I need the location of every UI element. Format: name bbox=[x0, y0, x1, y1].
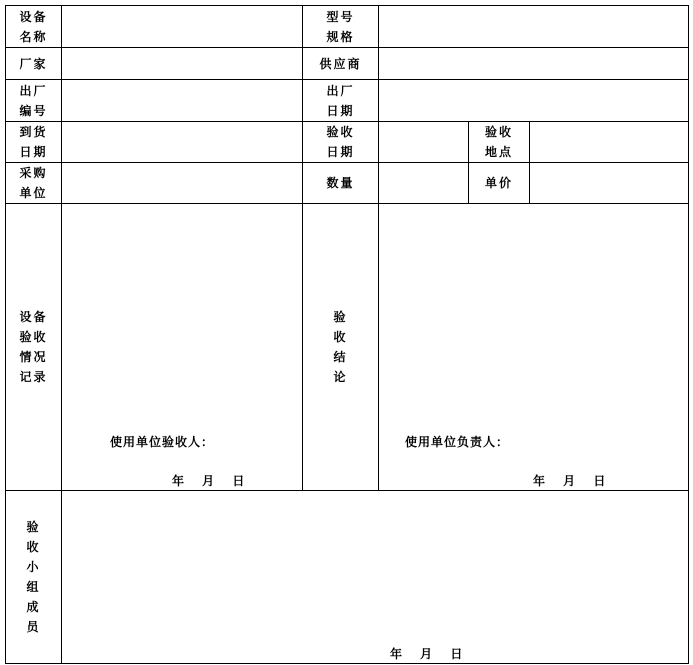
acceptance-conclusion-label: 验 收 结 论 bbox=[303, 204, 379, 491]
acceptance-record-date: 年 月 日 bbox=[172, 474, 247, 488]
row-serial bbox=[6, 80, 689, 122]
device-name-label: 设备名称 bbox=[6, 6, 62, 48]
user-unit-manager-label: 使用单位负责人： bbox=[405, 435, 510, 449]
factory-date-label: 出厂日期 bbox=[303, 80, 379, 122]
supplier-field[interactable] bbox=[379, 48, 689, 80]
purchasing-unit-label: 采购单位 bbox=[6, 163, 62, 204]
manufacturer-label: 厂家 bbox=[6, 48, 62, 80]
acceptance-place-field[interactable] bbox=[530, 122, 689, 163]
acceptance-record-label: 设备验收情况记录 bbox=[6, 204, 62, 491]
acceptance-date-label: 验收日期 bbox=[303, 122, 379, 163]
model-spec-label: 型号 规格 bbox=[303, 6, 379, 48]
acceptance-table bbox=[5, 5, 689, 664]
supplier-label: 供应商 bbox=[303, 48, 379, 80]
unit-price-field[interactable] bbox=[530, 163, 689, 204]
row-device-name bbox=[6, 6, 689, 48]
quantity-label: 数量 bbox=[303, 163, 379, 204]
unit-price-label: 单价 bbox=[469, 163, 530, 204]
serial-no-field[interactable] bbox=[62, 80, 303, 122]
manufacturer-field[interactable] bbox=[62, 48, 303, 80]
committee-date: 年 月 日 bbox=[390, 647, 465, 661]
device-name-field[interactable] bbox=[62, 6, 303, 48]
row-purchasing bbox=[6, 163, 689, 204]
acceptance-conclusion-area[interactable] bbox=[379, 204, 689, 491]
model-spec-field[interactable] bbox=[379, 6, 689, 48]
arrival-date-field[interactable] bbox=[62, 122, 303, 163]
equipment-acceptance-form bbox=[5, 5, 688, 659]
acceptance-place-label: 验收地点 bbox=[469, 122, 530, 163]
row-committee bbox=[6, 491, 689, 664]
acceptance-date-field[interactable] bbox=[379, 122, 469, 163]
serial-no-label: 出厂编号 bbox=[6, 80, 62, 122]
acceptance-conclusion-date: 年 月 日 bbox=[533, 474, 608, 488]
quantity-field[interactable] bbox=[379, 163, 469, 204]
row-acceptance-record bbox=[6, 204, 689, 491]
committee-members-label: 验 收 小 组 成 员 bbox=[6, 491, 62, 664]
user-unit-acceptor-label: 使用单位验收人： bbox=[110, 435, 215, 449]
row-arrival bbox=[6, 122, 689, 163]
factory-date-field[interactable] bbox=[379, 80, 689, 122]
purchasing-unit-field[interactable] bbox=[62, 163, 303, 204]
row-manufacturer bbox=[6, 48, 689, 80]
acceptance-record-area[interactable] bbox=[62, 204, 303, 491]
arrival-date-label: 到货日期 bbox=[6, 122, 62, 163]
committee-members-area[interactable] bbox=[62, 491, 689, 664]
